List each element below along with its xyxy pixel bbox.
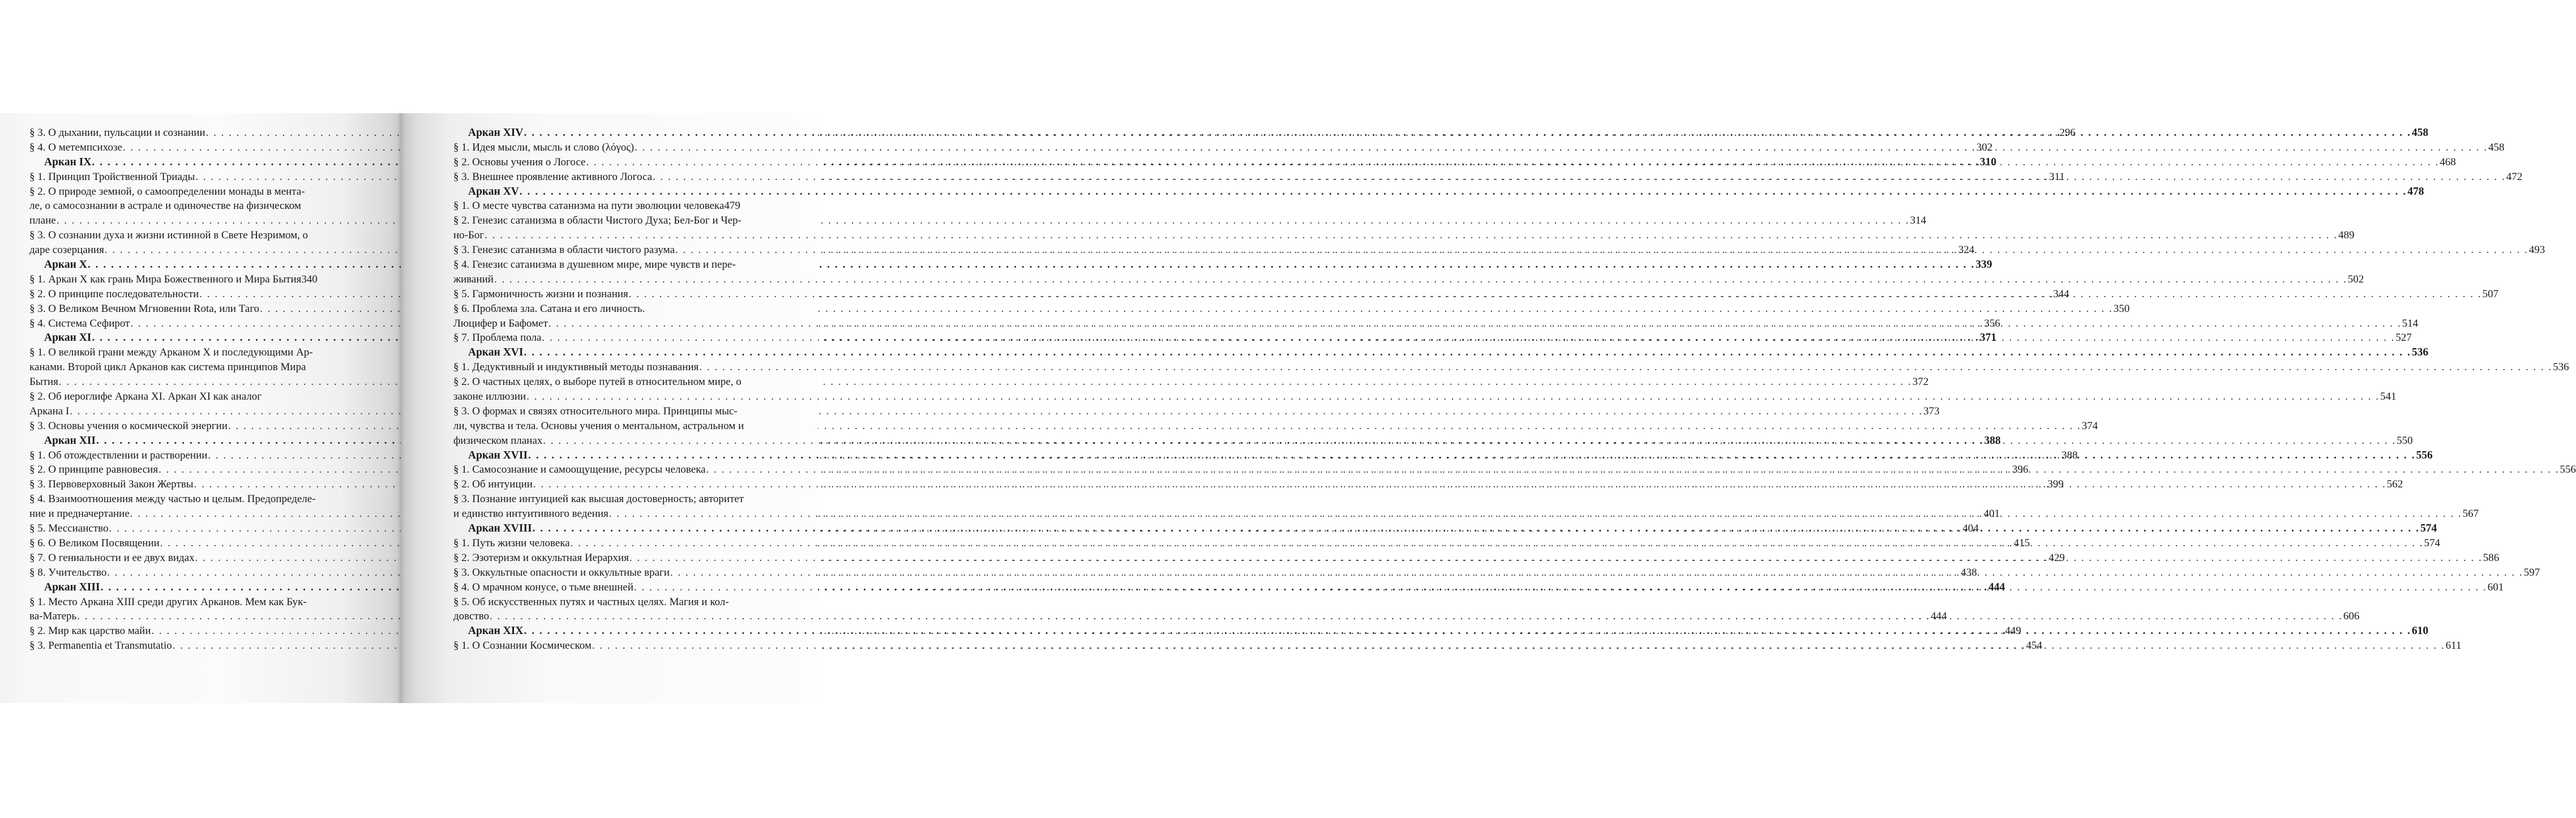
toc-entry-title: § 4. Генезис сатанизма в душевном мире, мире чувств и пере- (453, 259, 736, 271)
toc-entry-title: ва-Матерь (29, 610, 77, 623)
toc-page-number: 536 (2411, 346, 2429, 359)
toc-page-number: 438 (1961, 566, 1977, 579)
toc-entry-title: § 5. Гармоничность жизни и познания (453, 288, 628, 300)
toc-page-number: 454 (2026, 640, 2042, 652)
toc-leader-dots (652, 170, 2506, 185)
toc-page-number: 514 (2402, 317, 2419, 329)
toc-entry-title: и единство интуитивного ведения (453, 508, 608, 520)
toc-page-number: 493 (2528, 244, 2545, 256)
toc-entry-title: плане (29, 215, 56, 227)
toc-page-number: 574 (2424, 537, 2440, 549)
toc-entry-title: § 1. О месте чувства сатанизма на пути эволюции человека (453, 200, 725, 212)
toc-page-number: 444 (1988, 581, 2005, 593)
toc-page-number: 388 (1984, 434, 2001, 447)
toc-leader-dots (494, 272, 2348, 287)
toc-page-number: 344 (2053, 288, 2069, 300)
toc-entry-title: § 2. Генезис сатанизма в области Чистого Духа; Бел-Бог и Чер- (453, 215, 741, 227)
toc-leader-dots (633, 580, 2488, 595)
toc-entry (29, 345, 358, 360)
toc-entry-title: Аркан XIX (468, 625, 524, 637)
toc-leader-dots (634, 140, 2488, 155)
toc-page-number: 556 (2416, 449, 2433, 461)
toc-entry (453, 375, 786, 389)
toc-leader-dots (87, 258, 1975, 272)
toc-entry-title: § 1. О великой грани между Арканом X и последующими Ар- (29, 346, 313, 359)
toc-entry-title: § 2. Основы учения о Логосе (453, 156, 586, 168)
toc-entry-title: Аркан XIV (468, 127, 524, 139)
toc-page-number: 339 (1975, 259, 1992, 271)
toc-page-number: 611 (2445, 640, 2462, 652)
toc-page-number: 372 (1912, 376, 1929, 388)
toc-entry-title: § 3. Основы учения о космической энергии (29, 419, 228, 432)
toc-page-number: 586 (2483, 551, 2500, 564)
toc-entry (453, 492, 786, 507)
toc-entry-title: § 3. Внешнее проявление активного Логоса (453, 170, 653, 183)
toc-entry-title: § 2. О принципе последовательности (29, 288, 199, 300)
toc-entry-title: § 1. Самосознание и самоощущение, ресурсы человека (453, 464, 706, 476)
toc-page-number: 324 (1958, 244, 1975, 256)
toc-page-number: 350 (2113, 302, 2130, 315)
toc-leader-dots (519, 185, 2407, 199)
toc-page-number: 399 (2047, 478, 2064, 491)
toc-entry-title: ние и предначертание (29, 508, 130, 520)
toc-entry-title: Аркан IX (44, 156, 92, 168)
toc-entry-title: Аркан XVII (468, 449, 528, 461)
toc-leader-dots (58, 375, 1913, 389)
toc-page-number: 601 (2487, 581, 2504, 593)
toc-leader-dots (542, 331, 2396, 345)
toc-page-number: 472 (2506, 170, 2523, 183)
toc-leader-dots (56, 213, 1910, 228)
toc-page-number: 356 (1984, 317, 2000, 329)
toc-entry-title: но-Бог (453, 229, 485, 242)
toc-page-number: 541 (2380, 391, 2397, 403)
toc-entry-title: § 1. Об отождествлении и растворении (29, 449, 208, 461)
toc-entry-title: Аркан XII (44, 434, 96, 447)
toc-page-number: 502 (2347, 273, 2364, 285)
toc-leader-dots (523, 345, 2411, 360)
toc-entry-title: § 7. О гениальности и ее двух видах (29, 551, 195, 564)
toc-page-number: 536 (2553, 361, 2569, 374)
toc-page-number: 429 (2048, 551, 2065, 564)
toc-page-number: 574 (2420, 523, 2437, 535)
toc-entry-title: § 1. Аркан X как грань Мира Божественного и Мира Бытия (29, 273, 302, 285)
toc-entry-title: § 1. О Сознании Космическом (453, 640, 592, 652)
toc-leader-dots (608, 507, 2463, 521)
toc-entry-title: Люцифер и Бафомет (453, 317, 548, 329)
toc-entry (29, 199, 358, 213)
toc-entry-title: живаний (453, 273, 494, 285)
toc-leader-dots (706, 462, 2560, 477)
toc-entry-title: законе иллюзии (453, 391, 526, 403)
toc-page-number: 388 (2061, 449, 2078, 461)
toc-entry-title: ли, чувства и тела. Основы учения о ментальном, астральном и (453, 419, 744, 432)
toc-leader-dots (629, 551, 2483, 566)
toc-entry (29, 185, 358, 199)
toc-entry-title: § 4. Взаимоотношения между частью и целым. Предопределе- (29, 493, 316, 506)
toc-entry-title: § 3. Permanentia et Transmutatio (29, 640, 172, 652)
toc-entry-title: Аркан XVIII (468, 523, 532, 535)
toc-entry-title: § 1. Место Аркана XIII среди других Арканов. Мем как Бук- (29, 596, 307, 608)
toc-section-heading (453, 185, 2424, 199)
toc-page-number: 562 (2386, 478, 2403, 491)
toc-page-number: 371 (1979, 332, 1997, 344)
toc-page-number: 302 (1976, 141, 1993, 153)
toc-entry (453, 389, 2397, 404)
toc-leader-dots (675, 243, 2529, 258)
toc-entry-title: § 2. О частных целях, о выборе путей в относительном мире, о (453, 376, 741, 388)
toc-entry (29, 272, 358, 287)
toc-entry-title: Аркан XIII (44, 581, 100, 593)
toc-leader-dots (698, 360, 2553, 375)
toc-entry-title: § 6. Проблема зла. Сатана и его личность. (453, 302, 645, 315)
toc-page-number: 340 (301, 273, 318, 285)
toc-entry-title: § 3. Первоверховный Закон Жертвы (29, 478, 194, 491)
toc-page-number: 415 (2013, 537, 2030, 549)
toc-entry-title: § 3. О дыхании, пульсации и сознании (29, 127, 205, 139)
toc-entry-title: Аркан XVI (468, 346, 524, 359)
toc-entry (453, 258, 786, 272)
toc-page-number: 404 (1962, 523, 1979, 535)
toc-leader-dots (523, 126, 2411, 140)
toc-entry-title: § 1. Идея мысли, мысль и слово (λόγος) (453, 141, 635, 153)
toc-page-number: 373 (1923, 405, 1940, 417)
toc-entry (29, 595, 358, 610)
toc-entry-title: § 2. Мир как царство майи (29, 625, 151, 637)
book-spread (0, 113, 2576, 703)
toc-entry-title: § 3. Генезис сатанизма в области чистого разума (453, 244, 675, 256)
toc-entry (453, 595, 786, 610)
toc-entry (453, 360, 2569, 375)
toc-entry-title: Аркана I (29, 405, 70, 417)
toc-page-number: 314 (1910, 215, 1926, 227)
toc-leader-dots (533, 477, 2387, 492)
toc-entry-title: § 4. О мрачном конусе, о тьме внешней (453, 581, 633, 593)
toc-entry-title: § 3. Познание интуицией как высшая достоверность; авторитет (453, 493, 744, 506)
toc-entry-title: § 8. Учительство (29, 566, 107, 579)
toc-entry (453, 419, 786, 434)
toc-leader-dots (523, 624, 2411, 639)
toc-page-number: 556 (2560, 464, 2576, 476)
toc-page-number: 449 (2005, 625, 2021, 637)
toc-leader-dots (570, 536, 2424, 551)
toc-page-number: 550 (2397, 434, 2413, 447)
toc-leader-dots (670, 566, 2524, 580)
toc-entry-title: § 5. Мессианство (29, 523, 109, 535)
toc-entry-title: Бытия (29, 376, 58, 388)
toc-entry-title: § 4. О метемпсихозе (29, 141, 122, 153)
toc-entry (453, 199, 786, 213)
toc-leader-dots (548, 316, 2402, 331)
toc-page-number: 458 (2411, 127, 2429, 139)
toc-entry (453, 213, 786, 228)
toc-leader-dots (489, 609, 2343, 624)
toc-page-number: 311 (2049, 170, 2065, 183)
toc-entry-title: § 1. Принцип Тройственной Триады (29, 170, 195, 183)
toc-page-number: 610 (2411, 625, 2429, 637)
toc-entry (453, 404, 786, 419)
toc-entry-title: ле, о самосознании в астрале и одиночестве на физическом (29, 200, 301, 212)
toc-entry-title: § 2. Об интуиции (453, 478, 533, 491)
toc-entry-title: § 5. Об искусственных путях и частных целях. Магия и кол- (453, 596, 729, 608)
toc-entry-title: § 6. О Великом Посвящении (29, 537, 160, 549)
toc-entry (29, 360, 358, 375)
toc-page-number: 478 (2407, 185, 2424, 198)
toc-entry-title: Аркан XV (468, 185, 519, 198)
toc-entry (453, 302, 786, 316)
toc-page-number: 567 (2462, 508, 2479, 520)
toc-entry-title: § 2. Об иероглифе Аркана XI. Аркан XI как аналог (29, 391, 262, 403)
toc-entry-title: § 2. О принципе равновесия (29, 464, 158, 476)
toc-page-number: 458 (2488, 141, 2505, 153)
toc-page-number: 489 (2338, 229, 2355, 242)
toc-entry (29, 492, 358, 507)
toc-leader-dots (542, 434, 2397, 448)
toc-leader-dots (484, 228, 2338, 243)
toc-page-number: 310 (1979, 156, 1997, 168)
toc-leader-dots (69, 404, 1923, 419)
toc-leader-dots (526, 389, 2380, 404)
toc-entry-title: § 3. Оккультные опасности и оккультные враги (453, 566, 670, 579)
toc-entry-title: довство (453, 610, 490, 623)
toc-leader-dots (532, 521, 2420, 536)
toc-page-number: 296 (2059, 127, 2076, 139)
toc-page-number: 479 (724, 200, 740, 212)
toc-page-number: 527 (2395, 332, 2412, 344)
toc-page-number: 507 (2482, 288, 2499, 300)
toc-entry-title: § 7. Проблема пола (453, 332, 542, 344)
toc-entry-title: § 1. Дедуктивный и индуктивный методы познавания (453, 361, 699, 374)
toc-page-number: 401 (1983, 508, 2000, 520)
toc-page-number: 444 (1930, 610, 1947, 623)
toc-entry-title: канами. Второй цикл Арканов как система принципов Мира (29, 361, 306, 374)
toc-entry-title: § 3. О формах и связях относительного мира. Принципы мыс- (453, 405, 738, 417)
toc-entry-title: § 4. Система Сефирот (29, 317, 130, 329)
toc-page-number: 396 (2012, 464, 2029, 476)
toc-section-heading (453, 345, 2429, 360)
toc-entry (453, 228, 2355, 243)
toc-leader-dots (628, 287, 2483, 302)
toc-entry-title: физическом планах (453, 434, 543, 447)
toc-leader-dots (592, 639, 2446, 653)
toc-entry (29, 228, 358, 243)
toc-page-number: 597 (2523, 566, 2540, 579)
toc-entry-title: § 2. О природе земной, о самоопределении монады в мента- (29, 185, 305, 198)
toc-entry-title: Аркан X (44, 259, 87, 271)
toc-page-number: 374 (2081, 419, 2098, 432)
toc-entry-title: § 2. Эзотеризм и оккультная Иерархия (453, 551, 629, 564)
toc-page-number: 606 (2343, 610, 2360, 623)
toc-leader-dots (585, 155, 2440, 170)
toc-leader-dots (528, 448, 2416, 463)
toc-entry-title: § 3. О сознании духа и жизни истинной в Свете Незримом, о (29, 229, 308, 242)
toc-entry (29, 389, 358, 404)
toc-entry (453, 272, 2364, 287)
book-gutter (397, 113, 405, 703)
toc-entry-title: § 1. Путь жизни человека (453, 537, 570, 549)
toc-entry-title: § 3. О Великом Вечном Мгновении Rota, или Таго (29, 302, 260, 315)
toc-entry-title: Аркан XI (44, 332, 92, 344)
toc-page-number: 468 (2440, 156, 2456, 168)
toc-entry-title: даре созерцания (29, 244, 104, 256)
